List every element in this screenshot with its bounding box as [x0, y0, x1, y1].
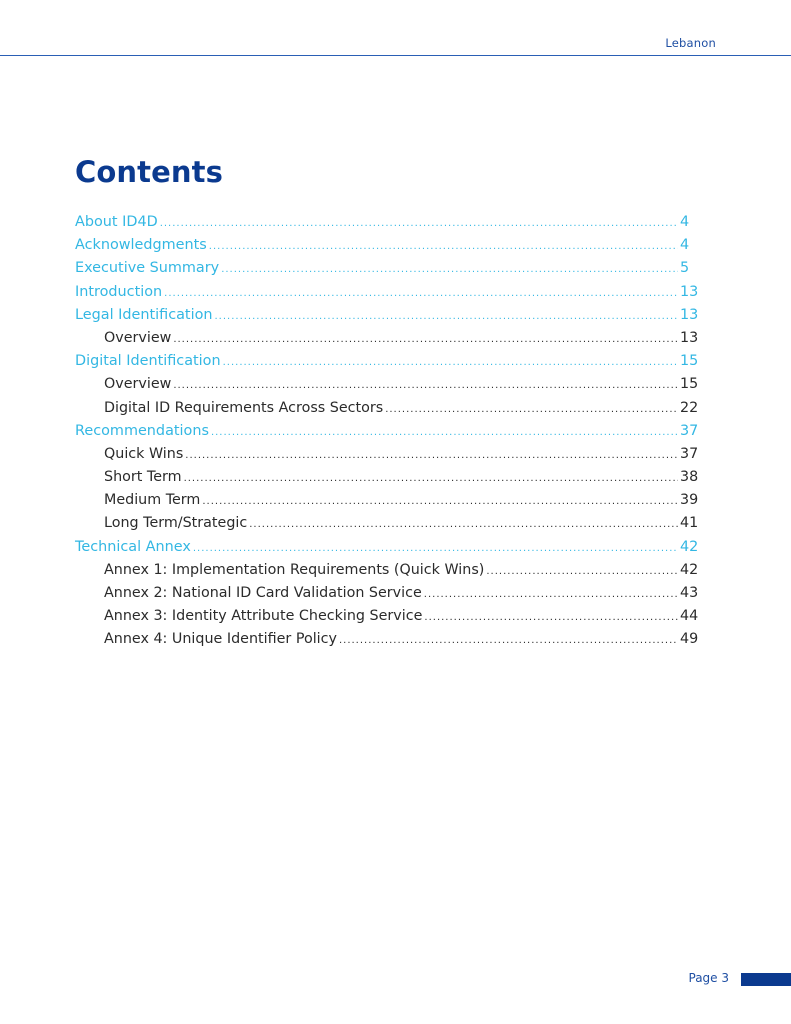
- toc-entry-label: Recommendations: [75, 422, 209, 439]
- toc-subentry[interactable]: [75, 330, 700, 353]
- toc-subentry[interactable]: [75, 585, 700, 608]
- toc-entry-label: Digital Identification: [75, 353, 221, 370]
- toc-subentry[interactable]: [75, 446, 700, 469]
- toc-subentry[interactable]: [75, 631, 700, 654]
- toc-subentry[interactable]: [75, 492, 700, 515]
- toc-dot-leader: [173, 334, 678, 345]
- toc-entry-label: Long Term/Strategic: [104, 515, 248, 532]
- footer-accent-bar: [741, 973, 791, 986]
- toc-entry-page: 13: [680, 283, 699, 300]
- toc-dot-leader: [486, 566, 678, 577]
- toc-dot-leader: [339, 635, 678, 646]
- table-of-contents: [75, 214, 700, 655]
- toc-entry-page: 13: [680, 306, 699, 323]
- toc-dot-leader: [202, 496, 678, 507]
- toc-entry-page: 15: [680, 376, 699, 393]
- toc-entry-page: 42: [680, 561, 699, 578]
- toc-entry-label: Annex 3: Identity Attribute Checking Service: [104, 608, 423, 625]
- toc-dot-leader: [249, 519, 678, 530]
- toc-subentry[interactable]: [75, 400, 700, 423]
- toc-entry-label: About ID4D: [75, 214, 158, 230]
- toc-entry-label: Quick Wins: [104, 445, 184, 462]
- toc-dot-leader: [160, 218, 678, 229]
- toc-entry-page: 37: [680, 422, 699, 439]
- header-divider: [0, 55, 791, 56]
- toc-entry-page: 37: [680, 445, 699, 462]
- toc-entry[interactable]: [75, 214, 700, 237]
- toc-entry-page: 13: [680, 329, 699, 346]
- toc-dot-leader: [424, 589, 678, 600]
- toc-dot-leader: [223, 357, 678, 368]
- toc-entry-page: 42: [680, 538, 699, 555]
- toc-subentry[interactable]: [75, 562, 700, 585]
- toc-entry-page: 15: [680, 353, 699, 370]
- running-header: Lebanon: [665, 36, 716, 50]
- toc-entry-label: Acknowledgments: [75, 237, 207, 254]
- toc-dot-leader: [424, 612, 678, 623]
- toc-entry-label: Introduction: [75, 283, 163, 300]
- toc-dot-leader: [215, 311, 679, 322]
- toc-entry-page: 38: [680, 469, 699, 486]
- toc-dot-leader: [193, 543, 678, 554]
- toc-entry-label: Short Term: [104, 469, 182, 486]
- toc-entry-page: 44: [680, 608, 699, 625]
- toc-entry[interactable]: [75, 423, 700, 446]
- toc-entry-page: 39: [680, 492, 699, 509]
- toc-entry[interactable]: [75, 260, 700, 283]
- toc-entry-page: 4: [680, 237, 690, 254]
- toc-entry-label: Digital ID Requirements Across Sectors: [104, 399, 384, 416]
- page-number: Page 3: [688, 971, 729, 985]
- toc-subentry[interactable]: [75, 469, 700, 492]
- toc-subentry[interactable]: [75, 608, 700, 631]
- toc-entry-page: 43: [680, 585, 699, 601]
- toc-entry[interactable]: [75, 353, 700, 376]
- toc-entry[interactable]: [75, 307, 700, 330]
- toc-entry-label: Annex 1: Implementation Requirements (Quick Wins): [104, 561, 485, 578]
- toc-dot-leader: [385, 404, 678, 415]
- toc-entry-label: Overview: [104, 329, 172, 346]
- toc-entry-label: Annex 4: Unique Identifier Policy: [104, 631, 337, 648]
- toc-dot-leader: [221, 264, 678, 275]
- toc-entry[interactable]: [75, 539, 700, 562]
- toc-entry-label: Medium Term: [104, 492, 201, 509]
- toc-dot-leader: [173, 380, 678, 391]
- toc-dot-leader: [211, 427, 678, 438]
- toc-entry-label: Annex 2: National ID Card Validation Service: [104, 585, 422, 601]
- toc-entry-page: 22: [680, 399, 699, 416]
- toc-dot-leader: [164, 288, 678, 299]
- toc-entry-page: 49: [680, 631, 699, 648]
- toc-entry-page: 5: [680, 260, 690, 277]
- toc-entry-page: 41: [680, 515, 699, 532]
- toc-entry[interactable]: [75, 237, 700, 260]
- toc-subentry[interactable]: [75, 376, 700, 399]
- toc-dot-leader: [209, 241, 678, 252]
- toc-entry-label: Overview: [104, 376, 172, 393]
- toc-entry-page: 4: [680, 214, 690, 230]
- toc-dot-leader: [185, 450, 678, 461]
- page-title: Contents: [75, 155, 223, 189]
- toc-entry-label: Technical Annex: [75, 538, 191, 555]
- toc-entry[interactable]: [75, 284, 700, 307]
- toc-entry-label: Legal Identification: [75, 306, 213, 323]
- toc-subentry[interactable]: [75, 515, 700, 538]
- toc-entry-label: Executive Summary: [75, 260, 220, 277]
- toc-dot-leader: [184, 473, 678, 484]
